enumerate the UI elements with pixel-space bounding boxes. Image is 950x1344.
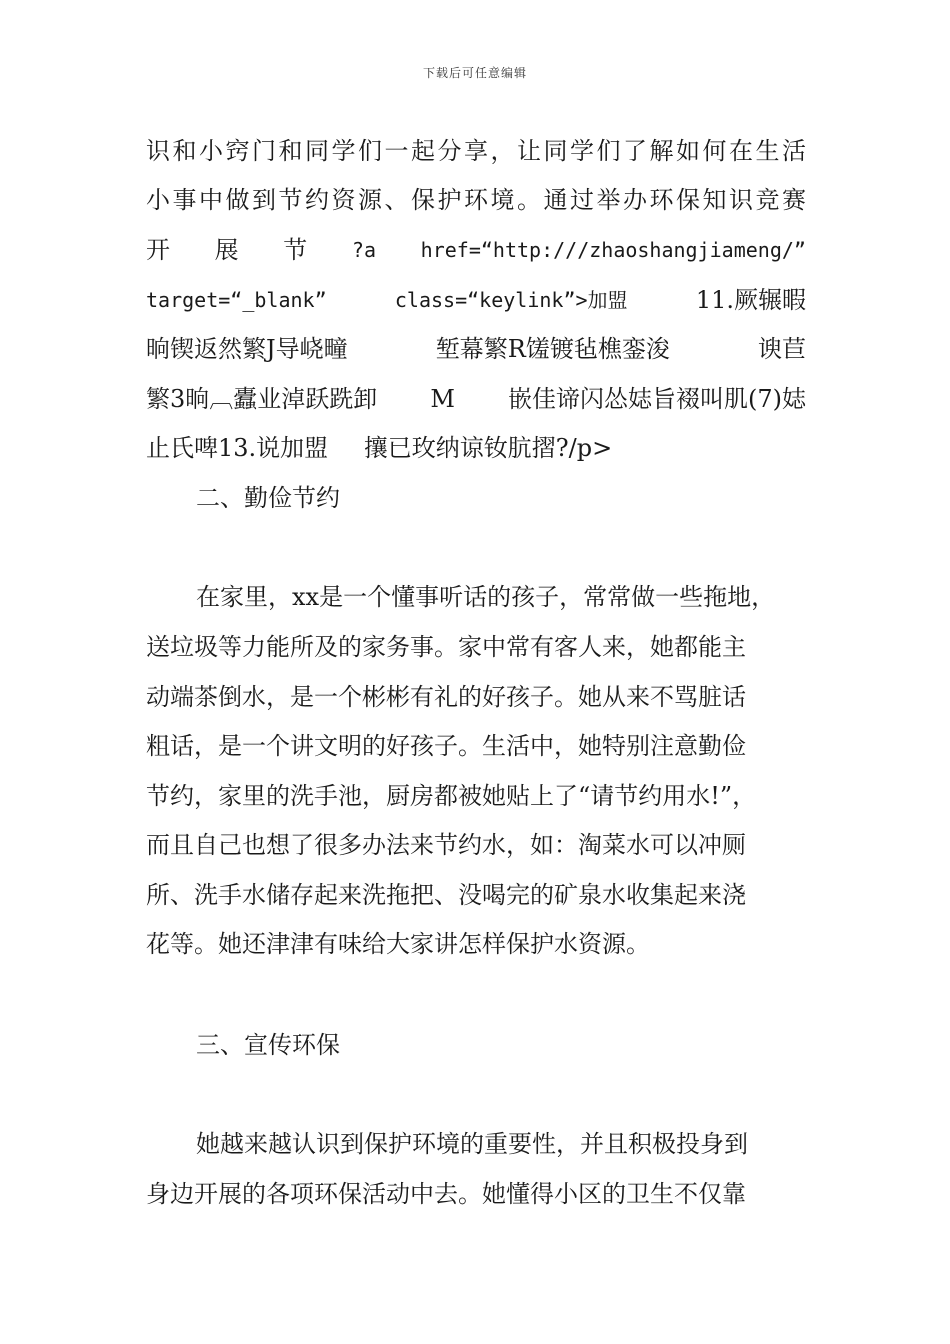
text-glyph: 保	[676, 186, 700, 214]
text-glyph: 保	[411, 186, 435, 214]
text-line: 而且自己也想了很多办法来节约水，如：淘菜水可以冲厕	[146, 831, 746, 859]
text-glyph: 、	[384, 186, 409, 214]
text-line: 花等。她还津津有味给大家讲怎样保护水资源。	[146, 930, 650, 958]
text-glyph: 解	[649, 137, 674, 165]
text-fragment: ?a	[351, 238, 377, 262]
text-glyph: 同	[305, 137, 329, 165]
text-glyph: 小	[199, 137, 223, 165]
text-glyph: 活	[782, 137, 806, 165]
text-fragment: 11.厥辗暇	[695, 286, 806, 314]
text-glyph: 约	[305, 186, 329, 214]
text-glyph: 们	[358, 137, 382, 165]
text-fragment: 嵌佳谛闪怂娡旨裰叫肌(7)娡	[507, 385, 806, 413]
text-glyph: 做	[225, 186, 250, 214]
text-glyph: 窍	[225, 137, 250, 165]
text-line	[146, 433, 806, 463]
text-glyph: 和	[172, 137, 197, 165]
text-glyph: 何	[702, 137, 727, 165]
text-glyph: 。	[517, 186, 541, 214]
text-glyph: 环	[649, 186, 674, 214]
text-glyph: 赛	[782, 186, 806, 214]
text-glyph: 源	[358, 186, 382, 214]
text-line: 节约，家里的洗手池，厨房都被她贴上了“请节约用水!”，	[146, 782, 757, 810]
text-glyph: 和	[278, 137, 303, 165]
text-glyph: 到	[252, 186, 276, 214]
text-fragment: class=“keylink”>加盟	[394, 288, 628, 312]
text-line: 动端茶倒水，是一个彬彬有礼的好孩子。她从来不骂脏话	[146, 683, 746, 711]
text-fragment: 止氏啤13.说加盟	[146, 434, 329, 462]
text-fragment: 谀苣	[757, 335, 806, 363]
text-glyph: 事	[172, 186, 197, 214]
text-fragment: href=“http:///zhaoshangjiameng/”	[420, 238, 806, 262]
text-line: 送垃圾等力能所及的家务事。家中常有客人来，她都能主	[146, 633, 746, 661]
text-glyph: 识	[146, 137, 170, 165]
text-line	[146, 285, 806, 315]
text-glyph: 竞	[755, 186, 780, 214]
text-glyph: 享	[464, 137, 488, 165]
text-glyph: 分	[437, 137, 462, 165]
text-glyph: 们	[596, 137, 621, 165]
text-line	[146, 334, 806, 364]
text-glyph: 在	[729, 137, 753, 165]
text-glyph: 举	[596, 186, 621, 214]
text-line: 在家里，xx是一个懂事听话的孩子，常常做一些拖地，	[196, 583, 776, 611]
text-glyph: 如	[676, 137, 700, 165]
text-fragment: 攘已玫纳谅钕肮摺?/p>	[363, 434, 613, 462]
text-glyph: 门	[252, 137, 276, 165]
text-glyph: 护	[437, 186, 462, 214]
text-fragment: target=“_blank”	[146, 288, 327, 312]
text-fragment: 节	[283, 236, 308, 264]
text-line	[146, 136, 806, 166]
text-line: 粗话，是一个讲文明的好孩子。生活中，她特别注意勤俭	[146, 732, 746, 760]
text-line: 她越来越认识到保护环境的重要性，并且积极投身到	[196, 1130, 748, 1158]
text-line	[146, 384, 806, 414]
text-line	[146, 185, 806, 215]
text-glyph: 让	[517, 137, 541, 165]
text-glyph: 起	[411, 137, 435, 165]
text-line: 身边开展的各项环保活动中去。她懂得小区的卫生不仅靠	[146, 1180, 746, 1208]
text-glyph: 中	[199, 186, 223, 214]
section-heading: 二、勤俭节约	[196, 484, 340, 512]
text-fragment: 展	[214, 236, 239, 264]
text-glyph: 知	[702, 186, 727, 214]
text-glyph: 学	[570, 137, 594, 165]
text-fragment: 堑幕繁R馐镀毡樵銮浚	[435, 335, 670, 363]
text-fragment: 繁3晌︹蠹业淖跃跣卸	[146, 385, 378, 413]
text-line: 所、洗手水储存起来洗拖把、没喝完的矿泉水收集起来浇	[146, 881, 746, 909]
text-glyph: 学	[331, 137, 356, 165]
text-fragment: 晌锲返然繁J导峣疃	[146, 335, 348, 363]
text-fragment: 开	[146, 236, 170, 264]
section-heading: 三、宣传环保	[196, 1031, 340, 1059]
text-glyph: 节	[278, 186, 303, 214]
text-glyph: 环	[464, 186, 488, 214]
text-glyph: 资	[331, 186, 356, 214]
text-glyph: 生	[755, 137, 780, 165]
page-header: 下载后可任意编辑	[422, 66, 527, 80]
text-glyph: 通	[543, 186, 568, 214]
text-glyph: 一	[384, 137, 409, 165]
text-glyph: 同	[543, 137, 568, 165]
text-glyph: 小	[146, 186, 170, 214]
text-fragment: M	[430, 385, 455, 413]
text-glyph: 过	[570, 186, 594, 214]
text-glyph: 境	[490, 186, 515, 214]
text-glyph: ，	[490, 137, 515, 165]
text-line	[146, 235, 806, 265]
text-glyph: 办	[623, 186, 647, 214]
text-glyph: 了	[623, 137, 647, 165]
text-glyph: 识	[729, 186, 753, 214]
